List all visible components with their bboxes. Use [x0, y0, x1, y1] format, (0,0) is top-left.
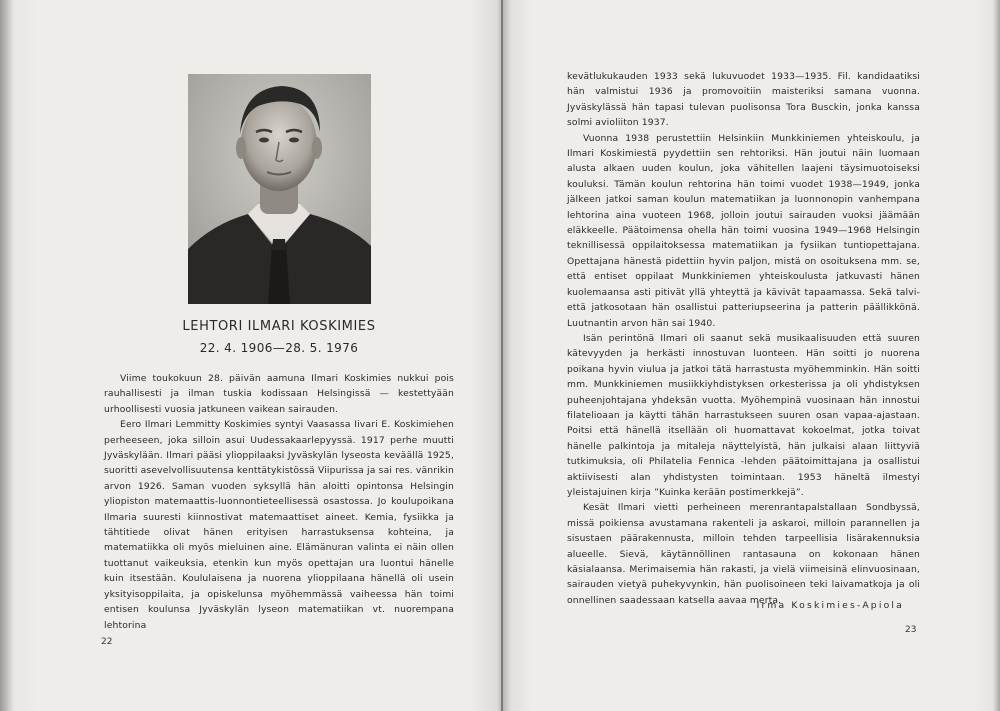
paragraph: Viime toukokuun 28. päivän aamuna Ilmari Koskimies nukkui pois rauhallisesti ja ilman tuskia kodissaan Helsingissä — kestettyään urhoollisesti vuosia jatkuneen vaikean sairauden. [104, 373, 454, 415]
portrait-photo [188, 74, 371, 304]
paragraph: Kesät Ilmari vietti perheineen merenrantapalstallaan Sondbyssä, missä poikiensa avustamana rakenteli ja askaroi, milloin parannellen ja sisustaen päärakennusta, milloin tehden tarpeellisia lisärakennuksia alueelle. Sievä, käytännöllinen rantasauna on kokonaan hänen käsialaansa. Merimaisemia hän rakasti, ja vielä viimeisinä elinvuosinaan, sairauden vietyä puhekyvynkin, hän puolisoineen teki laivamatkoja ja oli onnellinen saadessaan katsella aavaa merta. [567, 502, 920, 606]
paragraph: kevätlukukauden 1933 sekä lukuvuodet 1933—1935. Fil. kandidaatiksi hän valmistui 1936 ja promovoitiin maisteriksi samana vuonna. Jyväskylässä hän tapasi tulevan puolisonsa Tora Busckin, jonka kanssa solmi avioliiton 1937. [567, 71, 920, 129]
obituary-heading: LEHTORI ILMARI KOSKIMIES [182, 319, 376, 334]
paragraph: Isän perintönä Ilmari oli saanut sekä musikaalisuuden että suuren kätevyyden ja herkästi innostuvan luonteen. Hän soitti jo nuorena poikana hyvin viulua ja jatkoi tätä harrastusta myöhemminkin. Hän soitti mm. Munkkiniemen musiikkiyhdistyksen orkesterissa ja oli yhdistyksen puheenjohtajana yhdeksän vuotta. Myöhempinä vuosinaan hän innostui filatelioaan ja käytti tähän harrastukseen suuren osan vapaa-ajastaan. Poitsi että hänellä itsellään oli huomattavat kokoelmat, jotka toivat hänelle palkintoja ja mitaleja näyttelyistä, hän julkaisi alaan liittyviä tutkimuksia, oli Philatelia Fennica -lehden päätoimittajana ja osallistui aktiivisesti alan yhdistysten toimintaan. 1953 häneltä ilmestyi yleistajuinen kirja ”Kuinka kerään postimerkkejä”. [567, 332, 920, 498]
page-number-right: 23 [905, 625, 917, 635]
page-number-left: 22 [101, 637, 113, 647]
right-body-text [567, 69, 920, 608]
author-signature: Irma Koskimies-Apiola [756, 600, 904, 611]
left-body-text [104, 371, 454, 633]
paragraph: Eero Ilmari Lemmitty Koskimies syntyi Vaasassa Iivari E. Koskimiehen perheeseen, joka silloin asui Uudessakaarlepyyssä. 1917 perhe muutti Jyväskylään. Ilmari pääsi ylioppilaaksi Jyväskylän lyseosta keväällä 1925, suoritti asevelvollisuutensa kenttätykistössä Viipurissa ja sai res. vänrikin arvon 1926. Saman vuoden syksyllä hän aloitti opintonsa Helsingin yliopiston matemaattis-luonnontieteellisessä osastossa. Jo koulupoikana Ilmaria suuresti kiinnostivat matemaattiset aineet. Kemia, fysiikka ja tähtitiede olivat hänen erityisen harrastuksensa kohteina, ja matematiikka oli myös mieluinen aine. Elämänuran valinta ei näin ollen tuottanut vaikeuksia, etenkin kun myös opettajan ura luontui hänelle kuin itsestään. Koululaisena ja nuorena ylioppilaana hänellä oli usein yksityisoppilaita, ja opiskelunsa myöhemmässä vaiheessa hän toimi entisen koulunsa Jyväskylän lyseon matematiikan vt. nuorempana lehtorina [104, 419, 454, 631]
paragraph: Vuonna 1938 perustettiin Helsinkiin Munkkiniemen yhteiskoulu, ja Ilmari Koskimiestä pyydettiin sen rehtoriksi. Hän joutui näin luomaan alusta alkaen uuden koulun, joka vähitellen laajeni täysimuotoiseksi kouluksi. Tämän koulun rehtorina hän toimi vuodet 1938—1949, jonka jälkeen jatkoi saman koulun matematiikan ja luonnonopin vanhempana lehtorina aina vuoteen 1968, jolloin joutui sairauden vuoksi jäämään eläkkeelle. Päätoimensa ohella hän toimi vuosina 1949—1968 Helsingin teknillisessä oppilaitoksessa matematiikan ja fysiikan tuntiopettajana. Opettajana hänestä pidettiin hyvin paljon, mistä on osoituksena mm. se, että entiset oppilaat Munkkiniemen yhteiskoulusta jatkuvasti hänen kuolemaansa asti pitivät yllä yhteyttä ja kävivät tapaamassa. Sekä talvi- että jatkosotaan hän osallistui patteriupseerina ja patterin päällikkönä. Luutnantin arvon hän sai 1940. [567, 132, 920, 329]
life-dates: 22. 4. 1906—28. 5. 1976 [199, 341, 359, 355]
